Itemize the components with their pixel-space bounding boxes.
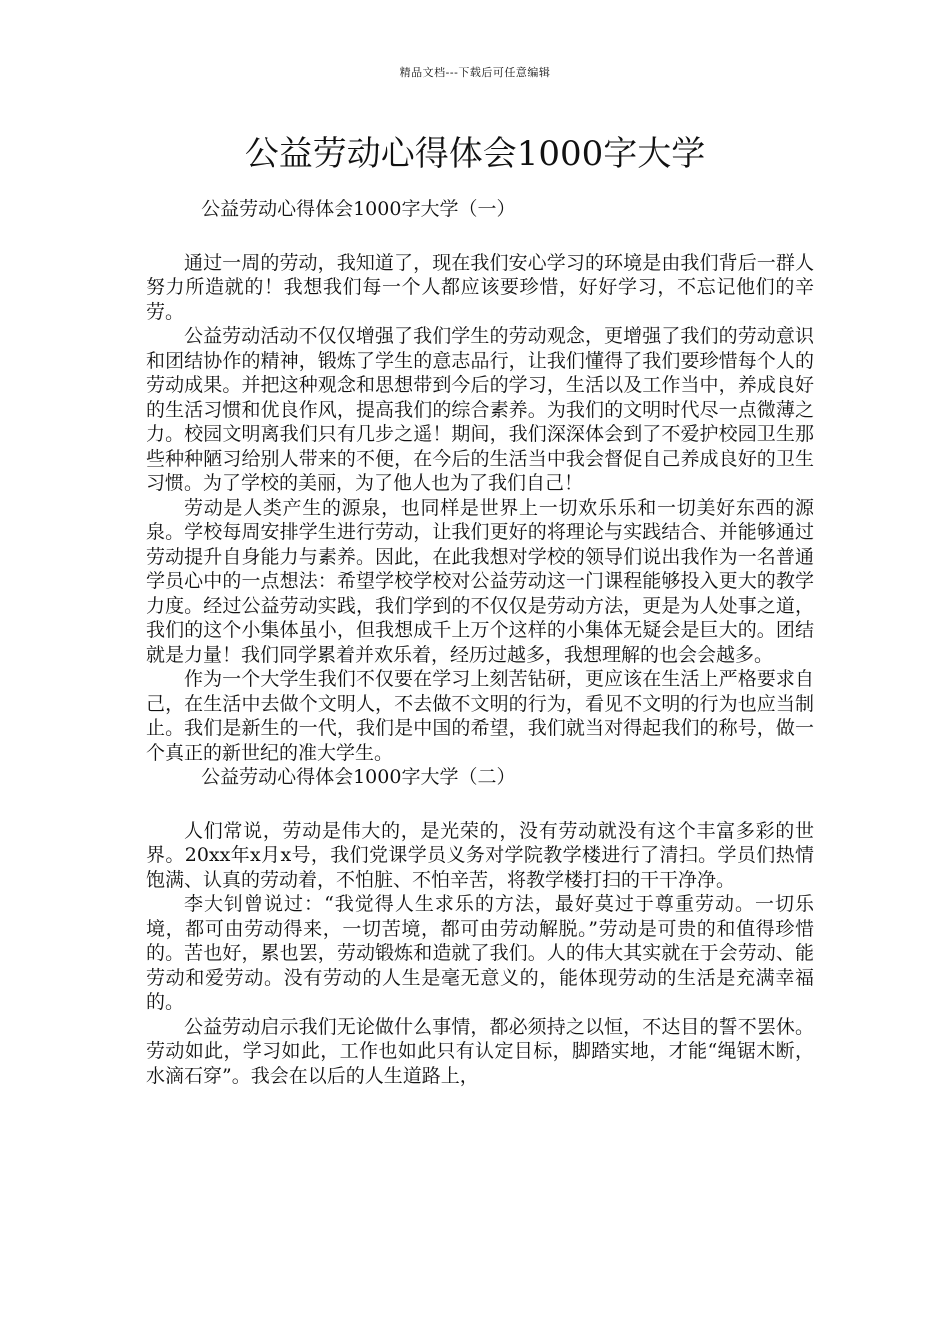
document-body — [146, 197, 814, 1088]
paragraph: 劳动是人类产生的源泉，也同样是世界上一切欢乐乐和一切美好东西的源泉。学校每周安排学生进行劳动，让我们更好的将理论与实践结合、并能够通过劳动提升自身能力与素养。因此，在此我想对学校的领导们说出我作为一名普通学员心中的一点想法：希望学校学校对公益劳动这一门课程能够投入更大的教学力度。经过公益劳动实践，我们学到的不仅仅是劳动方法，更是为人处事之道，我们的这个小集体虽小，但我想成千上万个这样的小集体无疑会是巨大的。团结就是力量！我们同学累着并欢乐着，经历过越多，我想理解的也会会越多。 — [146, 496, 814, 666]
paragraph: 李大钊曾说过：“我觉得人生求乐的方法，最好莫过于尊重劳动。一切乐境，都可由劳动得来，一切苦境，都可由劳动解脱。”劳动是可贵的和值得珍惜的。苦也好，累也罢，劳动锻炼和造就了我们。人的伟大其实就在于会劳动、能劳动和爱劳动。没有劳动的人生是毫无意义的，能体现劳动的生活是充满幸福的。 — [146, 893, 814, 1013]
paragraph: 公益劳动启示我们无论做什么事情，都必须持之以恒，不达目的誓不罢休。劳动如此，学习如此，工作也如此只有认定目标，脚踏实地，才能“绳锯木断，水滴石穿”。我会在以后的人生道路上， — [146, 1015, 814, 1087]
paragraph: 作为一个大学生我们不仅要在学习上刻苦钻研，更应该在生活上严格要求自己，在生活中去做个文明人，不去做不文明的行为，看见不文明的行为也应当制止。我们是新生的一代，我们是中国的希望，我们就当对得起我们的称号，做一个真正的新世纪的准大学生。 — [146, 668, 814, 764]
section-heading: 公益劳动心得体会1000字大学（一） — [201, 198, 516, 220]
document-title: 公益劳动心得体会1000字大学 — [244, 134, 706, 174]
paragraph: 通过一周的劳动，我知道了，现在我们安心学习的环境是由我们背后一群人努力所造就的！我想我们每一个人都应该要珍惜，好好学习，不忘记他们的辛劳。 — [146, 251, 814, 323]
paragraph: 人们常说，劳动是伟大的，是光荣的，没有劳动就没有这个丰富多彩的世界。20xx年x月x号，我们党课学员义务对学院教学楼进行了清扫。学员们热情饱满、认真的劳动着，不怕脏、不怕辛苦，将教学楼打扫的干干净净。 — [146, 819, 814, 891]
section-heading: 公益劳动心得体会1000字大学（二） — [201, 766, 516, 788]
header-note: 精品文档---下载后可任意编辑 — [399, 66, 551, 79]
paragraph: 公益劳动活动不仅仅增强了我们学生的劳动观念，更增强了我们的劳动意识和团结协作的精神，锻炼了学生的意志品行，让我们懂得了我们要珍惜每个人的劳动成果。并把这种观念和思想带到今后的学习，生活以及工作当中，养成良好的生活习惯和优良作风，提高我们的综合素养。为我们的文明时代尽一点微薄之力。校园文明离我们只有几步之遥！期间，我们深深体会到了不爱护校园卫生那些种种陋习给别人带来的不便，在今后的生活当中我会督促自己养成良好的卫生习惯。为了学校的美丽，为了他人也为了我们自己！ — [146, 325, 814, 494]
